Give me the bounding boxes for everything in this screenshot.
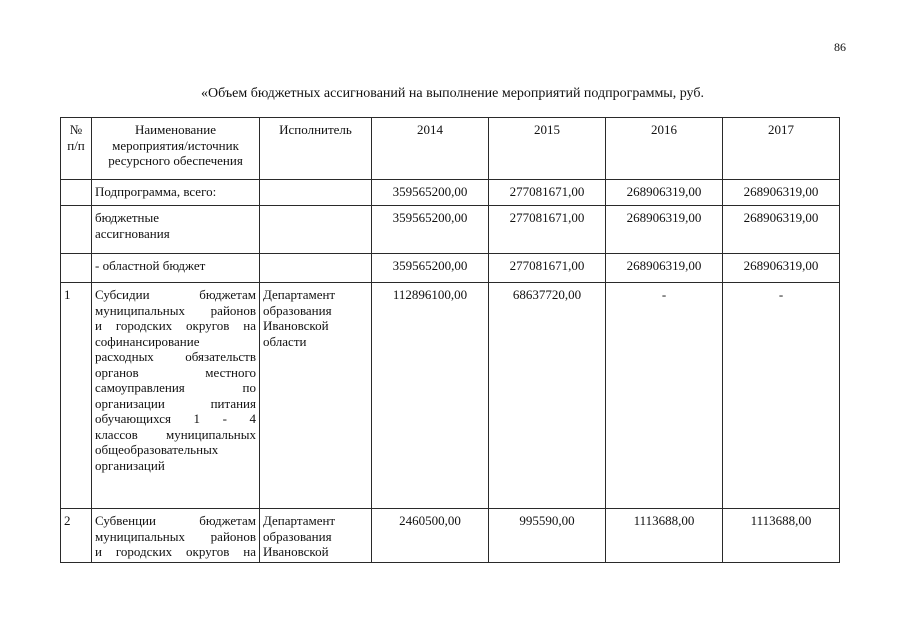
cell-executor xyxy=(260,206,372,254)
header-2014: 2014 xyxy=(372,118,489,180)
cell-name-line: Субвенции бюджетам xyxy=(95,513,256,528)
cell-2016: 268906319,00 xyxy=(606,206,723,254)
cell-name-line: и городских округов на xyxy=(95,544,256,559)
cell-name-line: расходных обязательств xyxy=(95,349,256,364)
cell-2014: 2460500,00 xyxy=(372,509,489,563)
cell-name-line: и городских округов на xyxy=(95,318,256,333)
cell-name-line: софинансирование xyxy=(95,333,200,349)
table-row xyxy=(61,206,840,254)
cell-2017: 1113688,00 xyxy=(723,509,840,563)
cell-executor-line: области xyxy=(263,333,307,349)
cell-2016: 268906319,00 xyxy=(606,254,723,283)
cell-name-line: организации питания xyxy=(95,395,256,411)
cell-name xyxy=(92,283,260,509)
cell-2014: 359565200,00 xyxy=(372,180,489,206)
cell-name: Подпрограмма, всего: xyxy=(92,180,260,206)
cell-num: 2 xyxy=(61,509,92,563)
cell-2014: 112896100,00 xyxy=(372,283,489,509)
cell-name-line: бюджетные xyxy=(95,210,160,225)
cell-executor xyxy=(260,283,372,509)
cell-executor-line: Департамент xyxy=(263,513,336,528)
cell-2017: 268906319,00 xyxy=(723,254,840,283)
cell-name-line: самоуправления по xyxy=(95,380,256,395)
cell-2015: 995590,00 xyxy=(489,509,606,563)
page-number: 86 xyxy=(834,40,846,54)
cell-2016: 1113688,00 xyxy=(606,509,723,563)
header-name-line: ресурсного обеспечения xyxy=(108,153,243,168)
header-num-line: № xyxy=(69,122,83,137)
cell-name: - областной бюджет xyxy=(92,254,260,283)
header-num-line: п/п xyxy=(67,137,85,153)
table-row xyxy=(61,180,840,206)
cell-name-line: обучающихся 1 - 4 xyxy=(95,411,256,426)
cell-executor-line: Ивановской xyxy=(263,544,329,559)
cell-executor-line: образования xyxy=(263,528,332,544)
header-2017: 2017 xyxy=(723,118,840,180)
cell-executor-line: Департамент xyxy=(263,287,336,302)
header-name-line: Наименование xyxy=(135,122,216,137)
cell-name-line: классов муниципальных xyxy=(95,426,256,442)
cell-name-line: муниципальных районов xyxy=(95,302,256,318)
header-2016: 2016 xyxy=(606,118,723,180)
cell-2014: 359565200,00 xyxy=(372,254,489,283)
cell-2017: - xyxy=(723,283,840,509)
header-name xyxy=(92,118,260,180)
cell-2014: 359565200,00 xyxy=(372,206,489,254)
header-num xyxy=(61,118,92,180)
table-row xyxy=(61,254,840,283)
cell-name xyxy=(92,206,260,254)
cell-2015: 277081671,00 xyxy=(489,206,606,254)
cell-name-line: общеобразовательных xyxy=(95,442,219,457)
cell-name-line: муниципальных районов xyxy=(95,528,256,544)
cell-2016: - xyxy=(606,283,723,509)
table-row xyxy=(61,283,840,509)
table-header-row xyxy=(61,118,840,180)
cell-num xyxy=(61,206,92,254)
cell-executor-line: образования xyxy=(263,302,332,318)
cell-2017: 268906319,00 xyxy=(723,206,840,254)
cell-num: 1 xyxy=(61,283,92,509)
header-2015: 2015 xyxy=(489,118,606,180)
cell-name xyxy=(92,509,260,563)
cell-2017: 268906319,00 xyxy=(723,180,840,206)
document-title: «Объем бюджетных ассигнований на выполнение мероприятий подпрограммы, руб. xyxy=(201,86,704,101)
cell-executor xyxy=(260,509,372,563)
cell-executor xyxy=(260,254,372,283)
cell-2015: 277081671,00 xyxy=(489,180,606,206)
cell-2016: 268906319,00 xyxy=(606,180,723,206)
cell-name-line: ассигнования xyxy=(95,225,170,241)
cell-name-line: организаций xyxy=(95,457,165,473)
cell-num xyxy=(61,180,92,206)
budget-table xyxy=(60,117,840,563)
cell-executor-line: Ивановской xyxy=(263,318,329,333)
table-row xyxy=(61,509,840,563)
header-name-line: мероприятия/источник xyxy=(112,137,239,153)
cell-num xyxy=(61,254,92,283)
cell-executor xyxy=(260,180,372,206)
cell-name-line: органов местного xyxy=(95,364,256,380)
cell-2015: 68637720,00 xyxy=(489,283,606,509)
header-executor: Исполнитель xyxy=(260,118,372,180)
cell-name-line: Субсидии бюджетам xyxy=(95,287,256,302)
cell-2015: 277081671,00 xyxy=(489,254,606,283)
